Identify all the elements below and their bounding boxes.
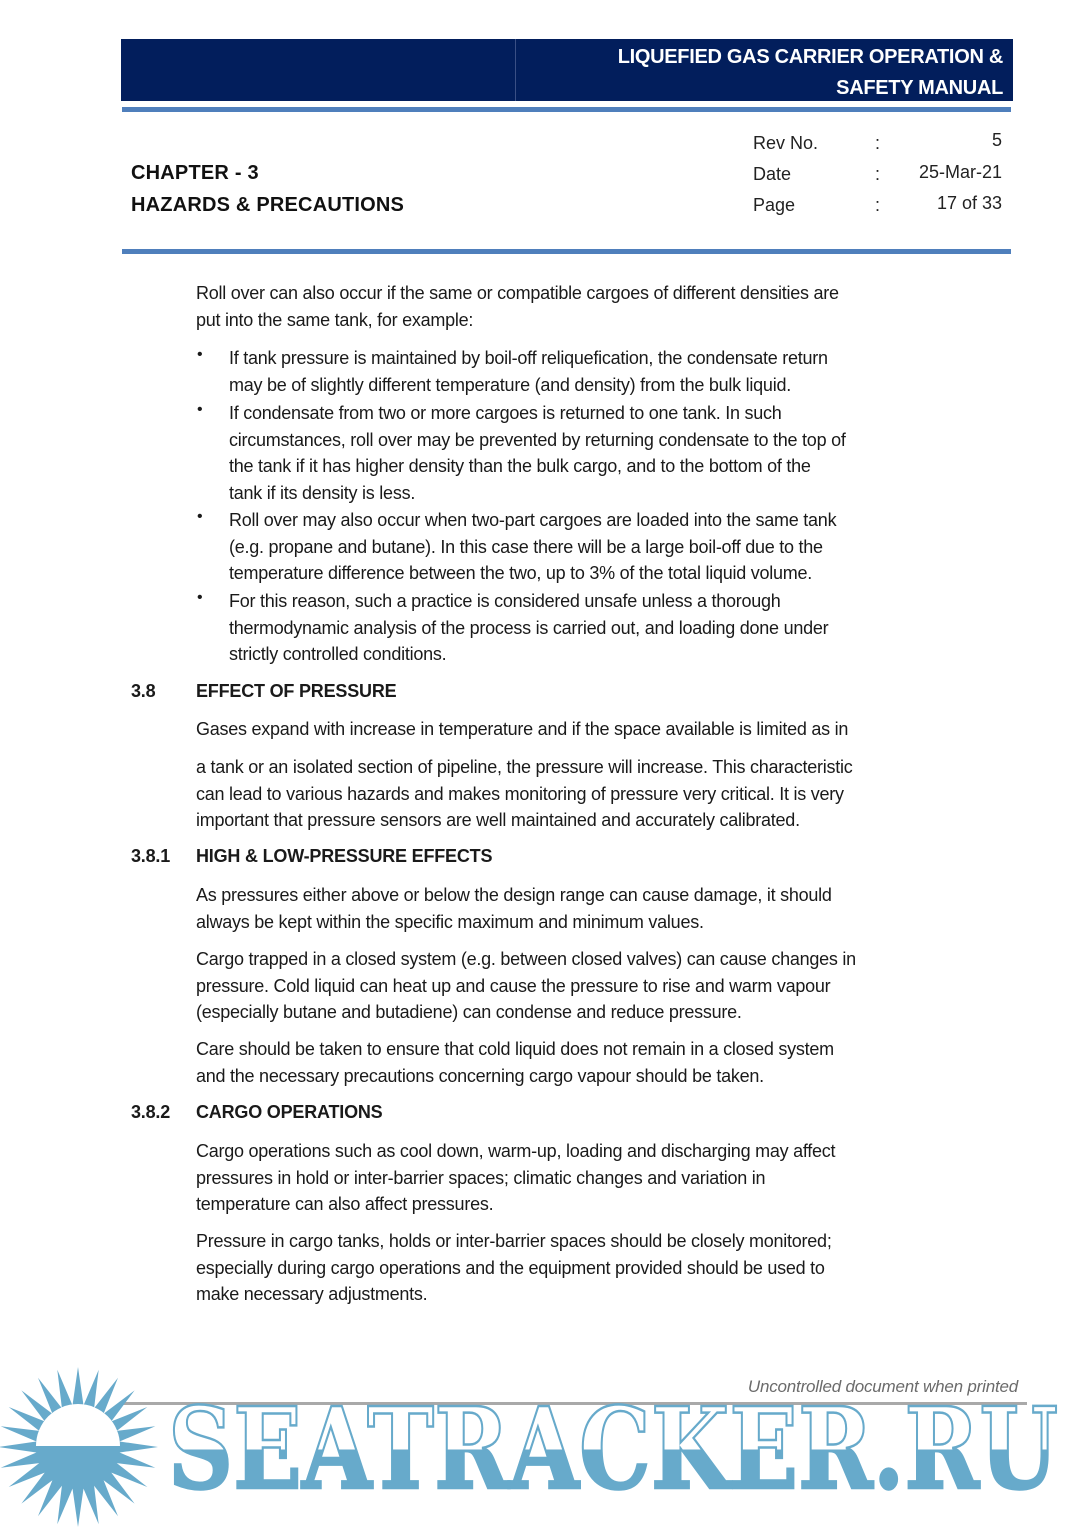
text-line: Gases expand with increase in temperature and if the space available is limited as in bbox=[196, 719, 849, 739]
paragraph bbox=[196, 716, 848, 743]
text-line: may be of slightly different temperature (and density) from the bulk liquid. bbox=[229, 374, 791, 395]
text-line: Care should be taken to ensure that cold liquid does not remain in a closed system bbox=[196, 1039, 834, 1059]
paragraph bbox=[196, 946, 856, 1026]
text-line: pressure. Cold liquid can heat up and cause the pressure to rise and warm vapour bbox=[196, 975, 831, 996]
text-line: Pressure in cargo tanks, holds or inter-barrier spaces should be closely monitored; bbox=[196, 1231, 832, 1251]
text-line: make necessary adjustments. bbox=[196, 1284, 428, 1305]
text-line: a tank or an isolated section of pipeline, the pressure will increase. This characteristic bbox=[196, 757, 853, 777]
manual-title bbox=[618, 42, 1003, 104]
bullet-icon: • bbox=[197, 589, 203, 606]
section-title-3-8-2: CARGO OPERATIONS bbox=[196, 1102, 383, 1122]
meta-date-label: Date bbox=[753, 164, 792, 184]
paragraph bbox=[196, 754, 853, 834]
uncontrolled-notice: Uncontrolled document when printed bbox=[747, 1377, 1018, 1396]
text-line: important that pressure sensors are well maintained and accurately calibrated. bbox=[196, 810, 800, 831]
section-number-3-8: 3.8 bbox=[131, 681, 156, 701]
bullet-icon: • bbox=[197, 508, 203, 525]
section-title-3-8-1: HIGH & LOW-PRESSURE EFFECTS bbox=[196, 846, 493, 866]
text-line: can lead to various hazards and makes monitoring of pressure very critical. It is very bbox=[196, 783, 844, 804]
bullet-icon: • bbox=[197, 401, 203, 418]
sun-rays bbox=[0, 1367, 158, 1527]
meta-date-value: 25-Mar-21 bbox=[918, 162, 1002, 182]
header-banner bbox=[121, 39, 1013, 101]
paragraph bbox=[196, 1138, 835, 1218]
text-line: Cargo trapped in a closed system (e.g. between closed valves) can cause changes in bbox=[196, 949, 856, 969]
watermark-text: SEATRACKER.RU bbox=[168, 1384, 1058, 1515]
meta-date-sep: : bbox=[875, 164, 881, 184]
sun-icon bbox=[0, 1367, 158, 1527]
text-line: pressures in hold or inter-barrier spaces; climatic changes and variation in bbox=[196, 1167, 766, 1188]
bullet-item bbox=[229, 588, 828, 668]
text-line: thermodynamic analysis of the process is carried out, and loading done under bbox=[229, 617, 829, 638]
meta-rev-value: 5 bbox=[991, 130, 1002, 150]
meta-rev-label: Rev No. bbox=[753, 133, 819, 153]
paragraph bbox=[196, 1228, 832, 1308]
bullet-item bbox=[229, 345, 828, 398]
text-line: always be kept within the specific maximum and minimum values. bbox=[196, 911, 704, 932]
chapter-title: HAZARDS & PRECAUTIONS bbox=[131, 194, 405, 216]
bullet-item bbox=[229, 400, 846, 506]
text-line: and the necessary precautions concerning cargo vapour should be taken. bbox=[196, 1065, 764, 1086]
paragraph bbox=[196, 1036, 834, 1089]
manual-title-line1: LIQUEFIED GAS CARRIER OPERATION & bbox=[617, 46, 1003, 68]
header-rule-top bbox=[122, 107, 1011, 112]
meta-rev-sep: : bbox=[875, 133, 881, 153]
section-number-3-8-2: 3.8.2 bbox=[131, 1102, 171, 1122]
text-line: Roll over may also occur when two-part cargoes are loaded into the same tank bbox=[229, 510, 837, 530]
text-line: Roll over can also occur if the same or compatible cargoes of different densities are bbox=[196, 283, 839, 303]
section-title-3-8: EFFECT OF PRESSURE bbox=[196, 681, 397, 701]
manual-title-line2: SAFETY MANUAL bbox=[836, 77, 1003, 99]
text-line: especially during cargo operations and the equipment provided should be used to bbox=[196, 1257, 825, 1278]
text-line: tank if its density is less. bbox=[229, 482, 416, 503]
text-line: (e.g. propane and butane). In this case there will be a large boil-off due to the bbox=[229, 536, 823, 557]
text-line: If condensate from two or more cargoes is returned to one tank. In such bbox=[229, 403, 782, 423]
text-line: For this reason, such a practice is considered unsafe unless a thorough bbox=[229, 591, 781, 611]
text-line: the tank if it has higher density than the bulk cargo, and to the bottom of the bbox=[229, 456, 811, 477]
sun-disc bbox=[36, 1404, 120, 1446]
text-line: As pressures either above or below the design range can cause damage, it should bbox=[196, 885, 832, 905]
text-line: strictly controlled conditions. bbox=[229, 644, 447, 665]
text-line: circumstances, roll over may be prevented by returning condensate to the top of bbox=[229, 429, 846, 450]
bullet-item bbox=[229, 507, 836, 587]
meta-page-label: Page bbox=[753, 195, 796, 215]
banner-divider bbox=[515, 39, 516, 101]
text-line: temperature can also affect pressures. bbox=[196, 1194, 494, 1215]
header-rule-bottom bbox=[122, 249, 1011, 254]
text-line: If tank pressure is maintained by boil-off reliquefication, the condensate return bbox=[229, 348, 828, 368]
text-line: Cargo operations such as cool down, warm-up, loading and discharging may affect bbox=[196, 1141, 836, 1161]
meta-page-sep: : bbox=[875, 195, 881, 215]
meta-page-value: 17 of 33 bbox=[936, 193, 1002, 213]
text-line: put into the same tank, for example: bbox=[196, 309, 474, 330]
chapter-number: CHAPTER - 3 bbox=[131, 162, 259, 184]
intro-paragraph bbox=[196, 280, 839, 333]
bullet-icon: • bbox=[197, 346, 203, 363]
text-line: temperature difference between the two, up to 3% of the total liquid volume. bbox=[229, 563, 813, 584]
section-number-3-8-1: 3.8.1 bbox=[131, 846, 171, 866]
text-line: (especially butane and butadiene) can condense and reduce pressure. bbox=[196, 1002, 742, 1023]
paragraph bbox=[196, 882, 832, 935]
